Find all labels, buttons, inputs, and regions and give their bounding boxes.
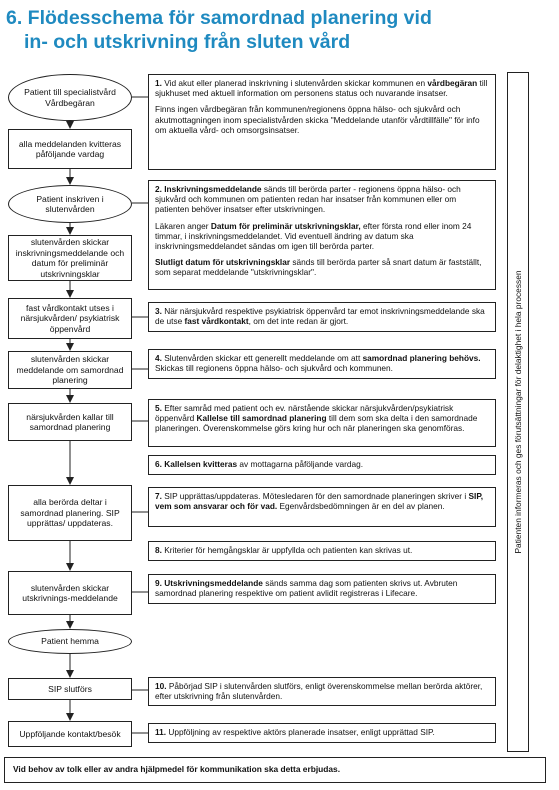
node-patient-vardbegaran: Patient till specialistvård Vårdbegäran bbox=[8, 74, 132, 121]
node-samordnad-planering-sip: alla berörda deltar i samordnad planering. SIP upprättas/ uppdateras. bbox=[8, 485, 132, 541]
node-fast-vardkontakt: fast vårdkontakt utses i närsjukvården/ psykiatrisk öppenvård bbox=[8, 298, 132, 339]
node-utskrivningsmeddelande: slutenvården skickar utskrivnings-meddelande bbox=[8, 571, 132, 615]
node-kallar-planering: närsjukvården kallar till samordnad planering bbox=[8, 403, 132, 441]
step-6: 6. Kallelsen kvitteras av mottagarna påföljande vardag. bbox=[148, 455, 496, 475]
step-7: 7. SIP upprättas/uppdateras. Mötesledaren för den samordnade planeringen skriver i SIP, vem som ansvarar och för vad. Egenvårdsbedömningen är en del av planen. bbox=[148, 487, 496, 527]
step-5: 5. Efter samråd med patient och ev. närstående skickar närsjukvården/psykiatrisk öppenvård Kallelse till samordnad planering till dem som ska delta i den samordnade planeringen. Överenskommelse görs kring hur och när planeringen ska genomföras. bbox=[148, 399, 496, 447]
node-patient-inskriven: Patient inskriven i slutenvården bbox=[8, 185, 132, 223]
footer-note: Vid behov av tolk eller av andra hjälpmedel för kommunikation ska detta erbjudas. bbox=[4, 757, 546, 783]
step-8: 8. Kriterier för hemgångsklar är uppfyllda och patienten kan skrivas ut. bbox=[148, 541, 496, 561]
step-number: 5. bbox=[155, 403, 162, 413]
step-number: 6. bbox=[155, 459, 162, 469]
step-number: 9. bbox=[155, 578, 162, 588]
step-number: 11. bbox=[155, 727, 167, 737]
step-number: 8. bbox=[155, 545, 162, 555]
step-3: 3. När närsjukvård respektive psykiatrisk öppenvård tar emot inskrivningsmeddelande ska de utse fast vårdkontakt, om det inte redan är gjort. bbox=[148, 302, 496, 332]
step-number: 2. bbox=[155, 184, 162, 194]
title-line-2: in- och utskrivning från sluten vård bbox=[24, 31, 351, 53]
step-number: 10. bbox=[155, 681, 167, 691]
step-1: 1. Vid akut eller planerad inskrivning i slutenvården skickar kommunen en vårdbegäran till sjukhuset med aktuell information om personens status och nuvarande insatser. Finns ingen vårdbegäran från kommunen/regionens öppna hälso- och sjukvård och akutmottagningen inom specialistvården skicka "Meddelande utanför vårdtillfälle" för info om aktuella vård- och omsorgsinsatser. bbox=[148, 74, 496, 170]
title-line-1: 6. Flödesschema för samordnad planering vid bbox=[6, 7, 432, 29]
step-2: 2. Inskrivningsmeddelande sänds till berörda parter - regionens öppna hälso- och sjukvård och kommunen om patienten redan har insatser från kommunen eller om patienten behöver insatser efter utskrivningen. Läkaren anger Datum för preliminär utskrivningsklar, efter första rond eller inom 24 timmar, i inskrivningsmeddelandet. Vid eventuell ändring av datum ska inskrivningsmeddelandet sändas om igen till berörda parter. Slutligt datum för utskrivningsklar sänds till berörda parter så snart datum är fastställt, som separat meddelande "utskrivningsklar". bbox=[148, 180, 496, 290]
step-number: 1. bbox=[155, 78, 162, 88]
node-meddelanden-kvitteras: alla meddelanden kvitteras påföljande vardag bbox=[8, 129, 132, 169]
node-inskrivningsmeddelande: slutenvården skickar inskrivningsmeddelande och datum för preliminär utskrivningsklar bbox=[8, 235, 132, 281]
step-number: 4. bbox=[155, 353, 162, 363]
side-text: Patienten informeras och ges förutsättningar för delaktighet i hela processen bbox=[513, 270, 523, 554]
step-11: 11. Uppföljning av respektive aktörs planerade insatser, enligt upprättad SIP. bbox=[148, 723, 496, 743]
node-patient-hemma: Patient hemma bbox=[8, 629, 132, 654]
step-number: 3. bbox=[155, 306, 162, 316]
node-meddelande-samordnad: slutenvården skickar meddelande om samordnad planering bbox=[8, 351, 132, 389]
step-10: 10. Påbörjad SIP i slutenvården slutförs, enligt överenskommelse mellan berörda aktörer, efter utskrivning från slutenvården. bbox=[148, 677, 496, 706]
step-9: 9. Utskrivningsmeddelande sänds samma dag som patienten skrivs ut. Avbruten samordnad planering respektive om patient avlidit registreras i Lifecare. bbox=[148, 574, 496, 604]
participation-side-bar bbox=[507, 72, 529, 752]
step-4: 4. Slutenvården skickar ett generellt meddelande om att samordnad planering behövs. Skickas till regionens öppna hälso- och sjukvård och kommunen. bbox=[148, 349, 496, 379]
node-sip-slutfors: SIP slutförs bbox=[8, 678, 132, 700]
step-number: 7. bbox=[155, 491, 162, 501]
node-uppfoljande-kontakt: Uppföljande kontakt/besök bbox=[8, 721, 132, 747]
